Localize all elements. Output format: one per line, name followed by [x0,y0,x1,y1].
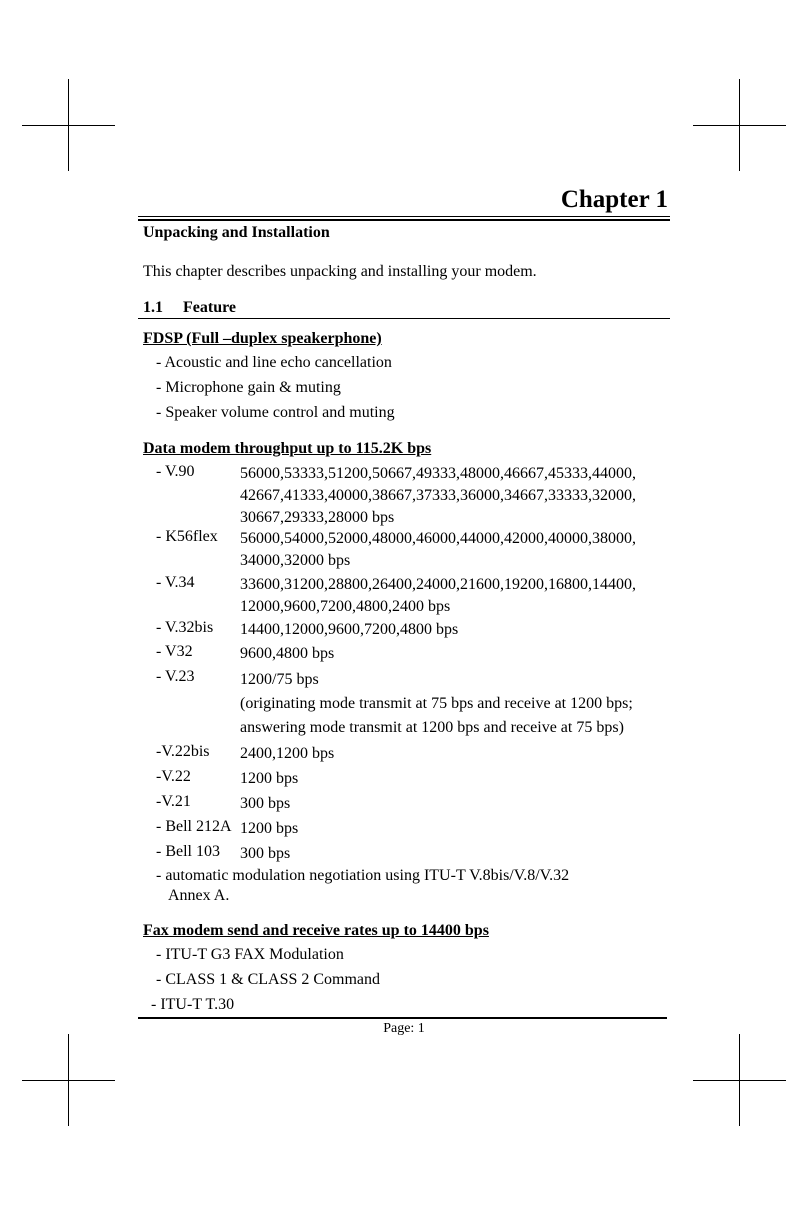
modem-standard: - V32 [156,643,193,660]
rate-line: answering mode transmit at 1200 bps and receive at 75 bps) [240,719,624,736]
fax-heading: Fax modem send and receive rates up to 14400 bps [143,922,489,939]
negotiation-line: - automatic modulation negotiation using ITU-T V.8bis/V.8/V.32 [156,867,570,884]
modem-standard: -V.21 [156,793,191,810]
rate-line: 9600,4800 bps [240,645,335,662]
section-title: Feature [183,299,237,316]
rate-line: 1200 bps [240,770,299,787]
modem-standard: - V.23 [156,668,195,685]
negotiation-line: Annex A. [168,887,230,904]
rate-line: 14400,12000,9600,7200,4800 bps [240,621,459,638]
list-item: - Speaker volume control and muting [156,404,395,421]
modem-standard: - V.90 [156,463,195,480]
modem-rates [240,843,290,865]
list-item: - ITU-T T.30 [151,996,235,1013]
rate-line: (originating mode transmit at 75 bps and receive at 1200 bps; [240,695,633,712]
crop-mark [68,79,69,171]
rate-line: 34000,32000 bps [240,552,351,569]
modem-rates [240,643,334,665]
modem-standard: -V.22 [156,768,191,785]
list-item: - ITU-T G3 FAX Modulation [156,946,344,963]
modem-standard: -V.22bis [156,743,210,760]
chapter-rule [138,219,670,221]
modem-rates [240,768,298,790]
fdsp-heading: FDSP (Full –duplex speakerphone) [143,330,382,347]
rate-line: 42667,41333,40000,38667,37333,36000,34667,33333,32000, [240,487,636,504]
modem-rates [240,668,633,740]
modem-rates [240,793,290,815]
list-item: - CLASS 1 & CLASS 2 Command [156,971,381,988]
rate-line: 56000,54000,52000,48000,46000,44000,42000,40000,38000, [240,530,636,547]
rate-line: 33600,31200,28800,26400,24000,21600,19200,16800,14400, [240,576,636,593]
modem-rates [240,619,458,641]
modem-rates [240,574,636,618]
rate-line: 12000,9600,7200,4800,2400 bps [240,598,451,615]
modem-standard: - V.32bis [156,619,214,636]
intro-text: This chapter describes unpacking and installing your modem. [143,263,537,280]
chapter-rule [138,216,670,217]
modem-rates [240,818,298,840]
chapter-label: Chapter 1 [560,186,668,213]
section-rule [138,318,670,319]
modem-standard: - K56flex [156,528,218,545]
modem-rates [240,528,636,572]
data-modem-heading: Data modem throughput up to 115.2K bps [143,440,432,457]
page-number: Page: 1 [383,1021,425,1036]
modem-standard: - Bell 103 [156,843,220,860]
rate-line: 2400,1200 bps [240,745,335,762]
footer-rule [138,1017,667,1019]
modem-standard: - Bell 212A [156,818,232,835]
crop-mark [68,1034,69,1126]
page-title: Unpacking and Installation [143,224,330,241]
modem-rates [240,743,334,765]
rate-line: 300 bps [240,845,291,862]
crop-mark [739,79,740,171]
rate-line: 1200/75 bps [240,671,319,688]
list-item: - Microphone gain & muting [156,379,341,396]
rate-line: 30667,29333,28000 bps [240,509,395,526]
crop-mark [739,1034,740,1126]
modem-rates [240,463,636,529]
list-item: - Acoustic and line echo cancellation [156,354,392,371]
section-number: 1.1 [143,299,163,316]
rate-line: 1200 bps [240,820,299,837]
modem-standard: - V.34 [156,574,195,591]
rate-line: 56000,53333,51200,50667,49333,48000,46667,45333,44000, [240,465,636,482]
rate-line: 300 bps [240,795,291,812]
